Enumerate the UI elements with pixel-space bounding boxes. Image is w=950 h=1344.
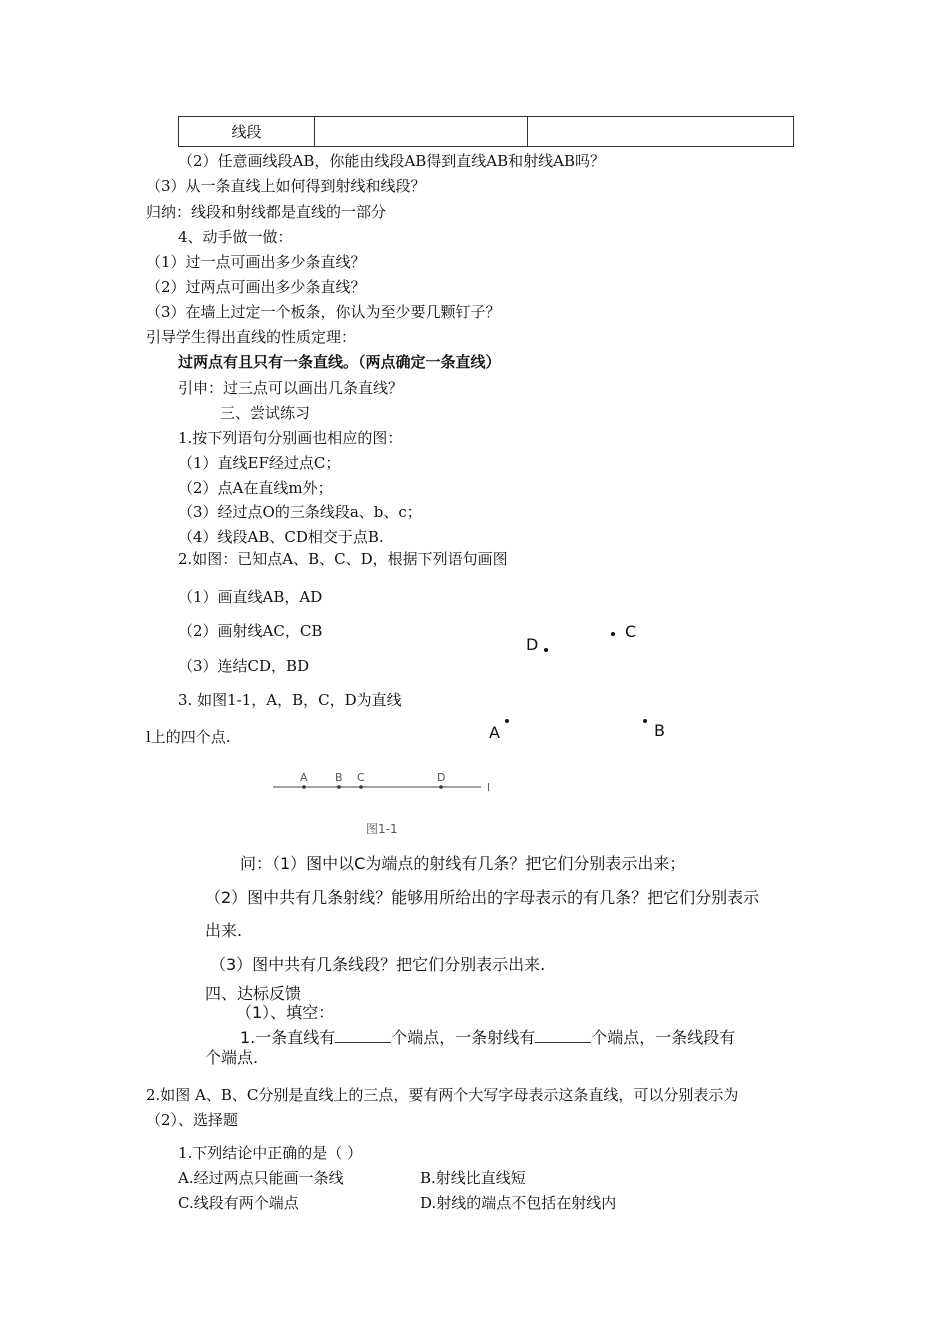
exercise-2-item: （2）画射线AC，CB [178,622,323,640]
exercise-1-item: （4）线段AB、CD相交于点B. [178,528,384,546]
guide-text: 引导学生得出直线的性质定理： [146,328,357,346]
figure-caption: 图1-1 [366,822,398,836]
choice-option-d[interactable]: D.射线的端点不包括在射线内 [420,1194,617,1212]
question-2: （2）任意画线段AB，你能由线段AB得到直线AB和射线AB吗？ [178,152,605,170]
fill-question-1 [240,1026,735,1048]
table-row [179,117,794,147]
segment-table [178,116,794,147]
fill-question-1-cont: 个端点. [205,1048,259,1067]
question-c-rays: 问：（1）图中以C为端点的射线有几条？把它们分别表示出来； [240,854,686,873]
fill-blank[interactable] [335,1026,391,1043]
exercise-3-line-cont: l上的四个点. [146,728,231,746]
choice-heading: （2）、选择题 [146,1111,239,1129]
exercise-1-title: 1.按下列语句分别画也相应的图： [178,429,403,447]
fill-question-2: 2.如图 A、B、C分别是直线上的三点，要有两个大写字母表示这条直线，可以分别表示为 [146,1086,739,1104]
feedback-heading: 四、达标反馈 [205,984,302,1003]
point-c [611,632,615,636]
line-theorem: 过两点有且只有一条直线。（两点确定一条直线） [178,353,501,371]
exercise-2-title: 2.如图：已知点A、B、C、D，根据下列语句画图 [178,550,508,568]
point-label-d: D [526,635,539,654]
figure-label-b: B [335,771,343,784]
question-rays: （2）图中共有几条射线？能够用所给出的字母表示的有几条？把它们分别表示 [205,888,760,907]
section-4-q1: （1）过一点可画出多少条直线？ [146,253,366,271]
choice-option-b[interactable]: B.射线比直线短 [420,1169,526,1187]
table-cell-empty [528,117,794,147]
fill-text: 个端点，一条线段有 [591,1028,736,1047]
fill-heading: （1）、填空： [236,1003,335,1022]
section-4-heading: 4、动手做一做： [178,228,293,246]
figure-label-a: A [300,771,308,784]
choice-option-a[interactable]: A.经过两点只能画一条线 [178,1169,344,1187]
fill-blank[interactable] [535,1026,591,1043]
question-rays-cont: 出来. [205,921,243,940]
point-d [544,648,548,652]
table-cell-empty [315,117,528,147]
practice-heading: 三、尝试练习 [220,404,311,422]
point-label-c: C [625,622,637,641]
question-segments: （3）图中共有几条线段？把它们分别表示出来. [210,955,546,974]
exercise-2-item: （3）连结CD，BD [178,657,310,675]
section-4-q2: （2）过两点可画出多少条直线？ [146,278,366,296]
choice-option-c[interactable]: C.线段有两个端点 [178,1194,299,1212]
figure-point-a [302,785,306,789]
figure-1-1 [268,765,508,840]
extension-question: 引申：过三点可以画出几条直线？ [178,379,404,397]
figure-label-d: D [437,771,446,784]
table-cell-label: 线段 [179,117,315,147]
question-3: （3）从一条直线上如何得到射线和线段？ [146,177,426,195]
fill-text: 个端点，一条射线有 [391,1028,536,1047]
exercise-1-item: （2）点A在直线m外； [178,479,333,497]
point-label-b: B [654,721,665,740]
exercise-3-line: 3. 如图1-1，A，B，C，D为直线 [178,691,402,709]
point-b [643,719,647,723]
section-4-q3: （3）在墙上过定一个板条，你认为至少要几颗钉子？ [146,303,501,321]
fill-text: 1.一条直线有 [240,1028,336,1047]
point-a [505,719,509,723]
figure-line-label: l [487,781,491,794]
choice-question: 1.下列结论中正确的是（ ） [178,1144,363,1162]
summary: 归纳：线段和射线都是直线的一部分 [146,203,387,221]
exercise-1-item: （3）经过点O的三条线段a、b、c； [178,503,422,521]
exercise-1-item: （1）直线EF经过点C； [178,454,341,472]
figure-point-d [439,785,443,789]
point-label-a: A [489,723,500,742]
figure-point-b [337,785,341,789]
figure-label-c: C [357,771,365,784]
figure-point-c [359,785,363,789]
exercise-2-item: （1）画直线AB，AD [178,588,323,606]
